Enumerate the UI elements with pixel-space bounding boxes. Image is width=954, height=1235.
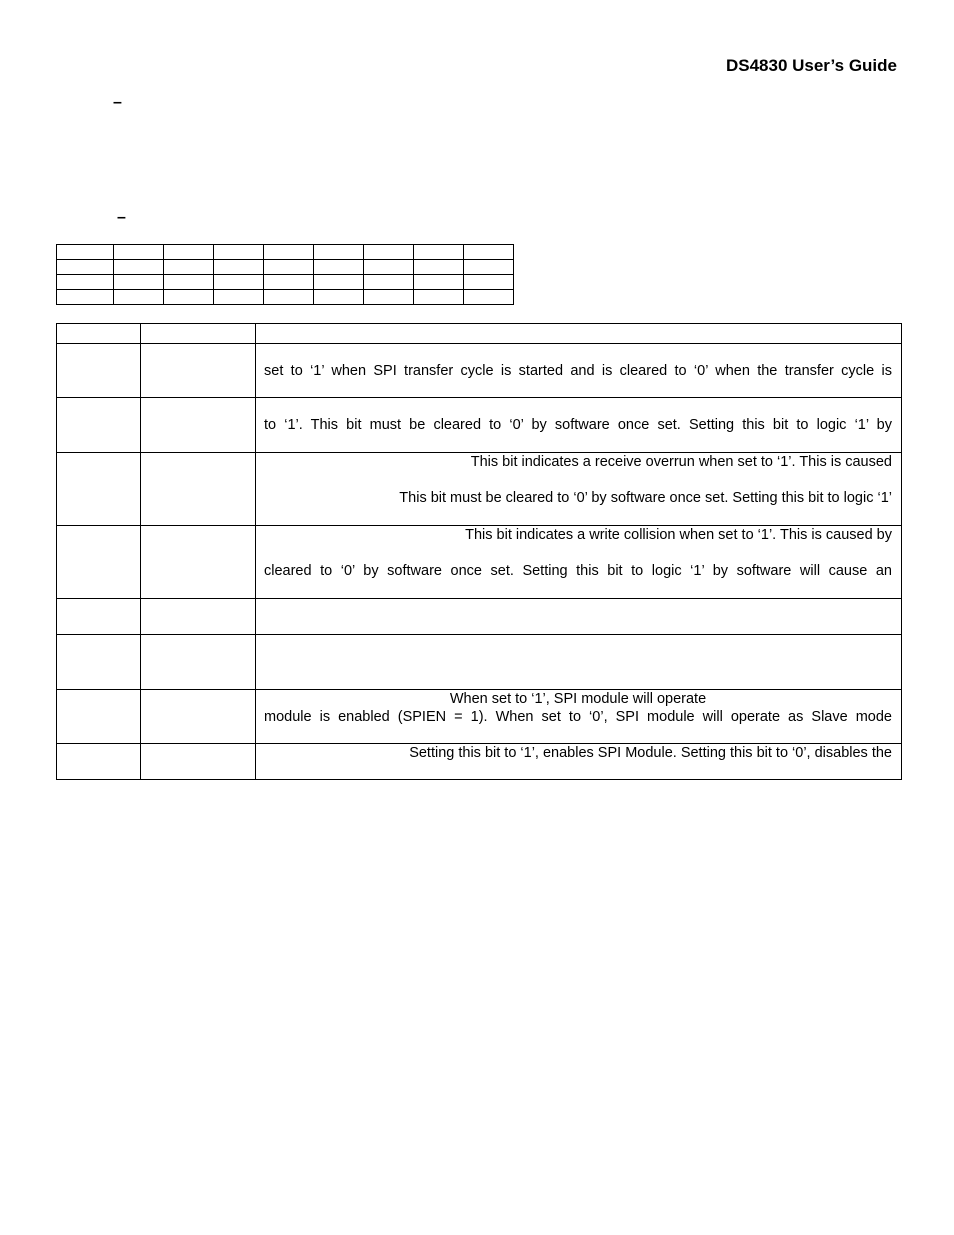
bit-cell xyxy=(414,245,464,260)
table-header-row xyxy=(57,324,902,344)
register-bit-table xyxy=(56,244,514,305)
bit-cell xyxy=(414,260,464,275)
table-row xyxy=(57,744,902,780)
description-line: set to ‘1’ when SPI transfer cycle is started and is cleared to ‘0’ when the transfer cycle is xyxy=(264,363,892,379)
bit-cell xyxy=(364,260,414,275)
document-header: DS4830 User’s Guide xyxy=(725,56,897,75)
bit-cell xyxy=(57,275,114,290)
description-line: to ‘1’. This bit must be cleared to ‘0’ by software once set. Setting this bit to logic ‘1’ by xyxy=(264,417,892,433)
bit-cell xyxy=(214,275,264,290)
description-line: module is enabled (SPIEN = 1). When set to ‘0’, SPI module will operate as Slave mode xyxy=(264,709,892,725)
bit-table-row xyxy=(57,290,514,305)
bit-cell xyxy=(314,290,364,305)
bit-cell xyxy=(214,245,264,260)
description-line: This bit indicates a receive overrun when set to ‘1’. This is caused xyxy=(470,454,892,470)
bit-cell xyxy=(114,245,164,260)
bit-cell xyxy=(314,275,364,290)
bit-cell xyxy=(464,275,514,290)
table-row xyxy=(57,453,902,526)
bit-cell xyxy=(264,245,314,260)
description-line: This bit must be cleared to ‘0’ by software once set. Setting this bit to logic ‘1’ xyxy=(399,490,892,506)
bit-cell xyxy=(57,290,114,305)
description-cell xyxy=(256,690,902,744)
table-row xyxy=(57,526,902,599)
description-cell xyxy=(256,526,902,599)
bit-cell xyxy=(364,290,414,305)
description-cell xyxy=(256,599,902,635)
bit-table-row xyxy=(57,275,514,290)
bit-cell xyxy=(414,275,464,290)
bit-cell xyxy=(164,245,214,260)
table-row xyxy=(57,635,902,690)
bit-cell xyxy=(164,290,214,305)
table-row xyxy=(57,344,902,398)
bit-cell xyxy=(264,275,314,290)
bit-cell xyxy=(164,275,214,290)
bit-cell xyxy=(114,290,164,305)
description-line: Setting this bit to ‘1’, enables SPI Module. Setting this bit to ‘0’, disables the xyxy=(409,745,892,761)
description-cell xyxy=(256,744,902,780)
bit-cell xyxy=(414,290,464,305)
bit-cell xyxy=(164,260,214,275)
bit-cell xyxy=(464,290,514,305)
bit-cell xyxy=(57,245,114,260)
bit-cell xyxy=(364,275,414,290)
bit-cell xyxy=(314,245,364,260)
bit-description-table xyxy=(56,323,902,780)
bit-cell xyxy=(464,245,514,260)
bit-cell xyxy=(114,275,164,290)
table-row xyxy=(57,690,902,744)
bit-cell xyxy=(57,260,114,275)
bit-cell xyxy=(214,290,264,305)
bit-cell xyxy=(264,260,314,275)
section-dash-1: – xyxy=(113,94,122,111)
bit-cell xyxy=(364,245,414,260)
description-cell xyxy=(256,453,902,526)
bit-cell xyxy=(464,260,514,275)
table-row xyxy=(57,599,902,635)
description-line: This bit indicates a write collision when set to ‘1’. This is caused by xyxy=(465,527,892,543)
bit-cell xyxy=(314,260,364,275)
header-cell-description xyxy=(256,324,902,344)
description-cell xyxy=(256,344,902,398)
table-row xyxy=(57,398,902,453)
header-cell-bit xyxy=(57,324,141,344)
description-cell xyxy=(256,635,902,690)
bit-table-row xyxy=(57,260,514,275)
bit-cell xyxy=(214,260,264,275)
description-line: cleared to ‘0’ by software once set. Setting this bit to logic ‘1’ by software will cause an xyxy=(264,563,892,579)
bit-cell xyxy=(264,290,314,305)
section-dash-2: – xyxy=(117,209,126,226)
description-cell xyxy=(256,398,902,453)
description-line: When set to ‘1’, SPI module will operate xyxy=(449,691,707,707)
header-cell-name xyxy=(141,324,256,344)
bit-cell xyxy=(114,260,164,275)
bit-table-row xyxy=(57,245,514,260)
